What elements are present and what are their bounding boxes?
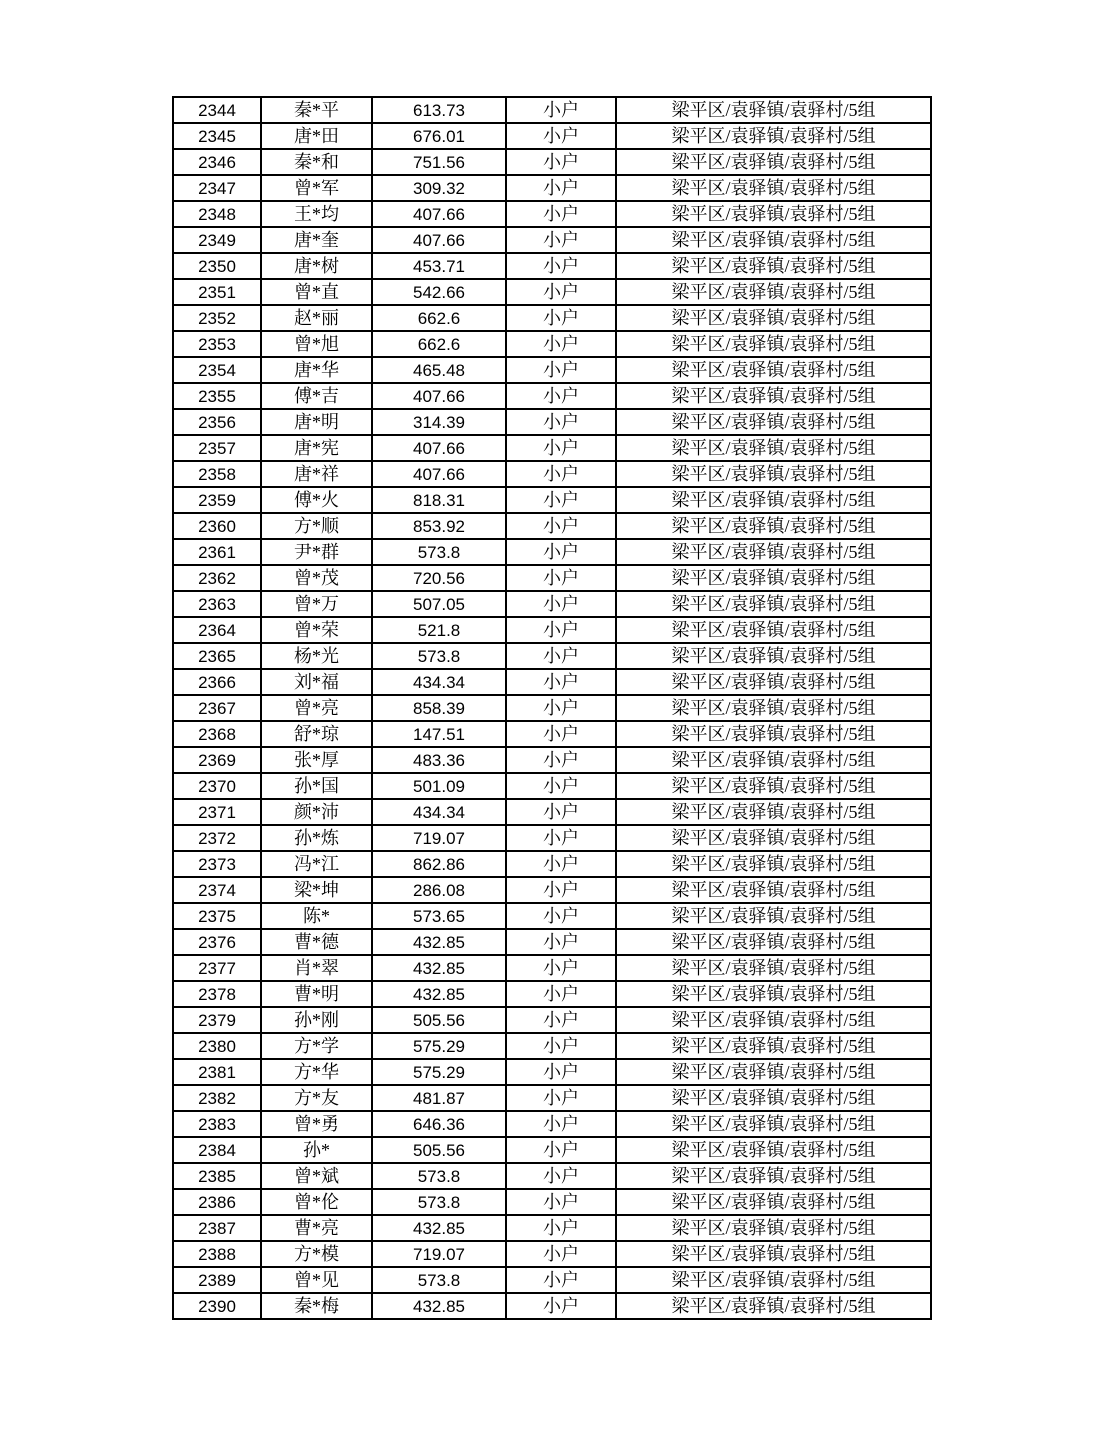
cell-serial-number: 2380: [173, 1033, 261, 1059]
cell-amount: 719.07: [372, 1241, 506, 1267]
cell-serial-number: 2375: [173, 903, 261, 929]
table-row: [173, 201, 931, 227]
table-row: [173, 1267, 931, 1293]
cell-masked-name: 傅*火: [261, 487, 372, 513]
cell-amount: 521.8: [372, 617, 506, 643]
cell-masked-name: 唐*明: [261, 409, 372, 435]
table-row: [173, 279, 931, 305]
cell-household-type: 小户: [506, 409, 616, 435]
cell-amount: 853.92: [372, 513, 506, 539]
cell-household-type: 小户: [506, 565, 616, 591]
cell-masked-name: 曾*亮: [261, 695, 372, 721]
table-row: [173, 799, 931, 825]
cell-address: 梁平区/袁驿镇/袁驿村/5组: [616, 383, 931, 409]
cell-serial-number: 2344: [173, 97, 261, 123]
cell-amount: 407.66: [372, 201, 506, 227]
cell-serial-number: 2362: [173, 565, 261, 591]
cell-amount: 407.66: [372, 383, 506, 409]
cell-serial-number: 2376: [173, 929, 261, 955]
cell-masked-name: 唐*奎: [261, 227, 372, 253]
table-row: [173, 591, 931, 617]
cell-amount: 453.71: [372, 253, 506, 279]
cell-serial-number: 2374: [173, 877, 261, 903]
cell-masked-name: 尹*群: [261, 539, 372, 565]
cell-household-type: 小户: [506, 825, 616, 851]
cell-address: 梁平区/袁驿镇/袁驿村/5组: [616, 305, 931, 331]
cell-masked-name: 唐*华: [261, 357, 372, 383]
cell-household-type: 小户: [506, 981, 616, 1007]
cell-address: 梁平区/袁驿镇/袁驿村/5组: [616, 253, 931, 279]
cell-household-type: 小户: [506, 799, 616, 825]
cell-household-type: 小户: [506, 513, 616, 539]
table-row: [173, 643, 931, 669]
cell-amount: 573.8: [372, 1189, 506, 1215]
cell-masked-name: 曾*伦: [261, 1189, 372, 1215]
cell-amount: 573.8: [372, 539, 506, 565]
cell-household-type: 小户: [506, 1267, 616, 1293]
cell-serial-number: 2352: [173, 305, 261, 331]
cell-address: 梁平区/袁驿镇/袁驿村/5组: [616, 513, 931, 539]
cell-address: 梁平区/袁驿镇/袁驿村/5组: [616, 435, 931, 461]
table-row: [173, 1293, 931, 1319]
cell-masked-name: 舒*琼: [261, 721, 372, 747]
table-row: [173, 1241, 931, 1267]
table-row: [173, 539, 931, 565]
cell-address: 梁平区/袁驿镇/袁驿村/5组: [616, 409, 931, 435]
table-row: [173, 617, 931, 643]
table-row: [173, 513, 931, 539]
cell-address: 梁平区/袁驿镇/袁驿村/5组: [616, 1007, 931, 1033]
cell-serial-number: 2361: [173, 539, 261, 565]
cell-masked-name: 孙*刚: [261, 1007, 372, 1033]
cell-amount: 818.31: [372, 487, 506, 513]
cell-household-type: 小户: [506, 1085, 616, 1111]
cell-masked-name: 唐*宪: [261, 435, 372, 461]
cell-serial-number: 2347: [173, 175, 261, 201]
table-row: [173, 1059, 931, 1085]
table-row: [173, 981, 931, 1007]
cell-serial-number: 2364: [173, 617, 261, 643]
cell-serial-number: 2346: [173, 149, 261, 175]
cell-address: 梁平区/袁驿镇/袁驿村/5组: [616, 149, 931, 175]
cell-address: 梁平区/袁驿镇/袁驿村/5组: [616, 643, 931, 669]
table-row: [173, 227, 931, 253]
cell-masked-name: 王*均: [261, 201, 372, 227]
cell-household-type: 小户: [506, 955, 616, 981]
cell-household-type: 小户: [506, 123, 616, 149]
cell-household-type: 小户: [506, 149, 616, 175]
cell-household-type: 小户: [506, 1111, 616, 1137]
cell-amount: 434.34: [372, 799, 506, 825]
cell-masked-name: 曾*勇: [261, 1111, 372, 1137]
cell-amount: 309.32: [372, 175, 506, 201]
cell-amount: 434.34: [372, 669, 506, 695]
cell-serial-number: 2388: [173, 1241, 261, 1267]
cell-amount: 676.01: [372, 123, 506, 149]
cell-household-type: 小户: [506, 435, 616, 461]
cell-serial-number: 2384: [173, 1137, 261, 1163]
cell-serial-number: 2354: [173, 357, 261, 383]
cell-masked-name: 刘*福: [261, 669, 372, 695]
cell-household-type: 小户: [506, 1059, 616, 1085]
cell-amount: 407.66: [372, 461, 506, 487]
cell-amount: 432.85: [372, 1215, 506, 1241]
cell-address: 梁平区/袁驿镇/袁驿村/5组: [616, 357, 931, 383]
cell-household-type: 小户: [506, 877, 616, 903]
cell-amount: 862.86: [372, 851, 506, 877]
cell-household-type: 小户: [506, 1189, 616, 1215]
cell-masked-name: 孙*国: [261, 773, 372, 799]
cell-masked-name: 孙*: [261, 1137, 372, 1163]
cell-serial-number: 2371: [173, 799, 261, 825]
cell-address: 梁平区/袁驿镇/袁驿村/5组: [616, 877, 931, 903]
cell-amount: 573.65: [372, 903, 506, 929]
cell-amount: 432.85: [372, 929, 506, 955]
cell-amount: 483.36: [372, 747, 506, 773]
cell-serial-number: 2379: [173, 1007, 261, 1033]
cell-serial-number: 2365: [173, 643, 261, 669]
table-row: [173, 305, 931, 331]
cell-address: 梁平区/袁驿镇/袁驿村/5组: [616, 929, 931, 955]
cell-masked-name: 曹*明: [261, 981, 372, 1007]
table-row: [173, 773, 931, 799]
cell-address: 梁平区/袁驿镇/袁驿村/5组: [616, 227, 931, 253]
cell-masked-name: 肖*翠: [261, 955, 372, 981]
cell-address: 梁平区/袁驿镇/袁驿村/5组: [616, 539, 931, 565]
cell-masked-name: 曾*茂: [261, 565, 372, 591]
table-row: [173, 721, 931, 747]
cell-masked-name: 唐*田: [261, 123, 372, 149]
table-row: [173, 669, 931, 695]
cell-masked-name: 方*学: [261, 1033, 372, 1059]
cell-address: 梁平区/袁驿镇/袁驿村/5组: [616, 123, 931, 149]
table-row: [173, 877, 931, 903]
cell-serial-number: 2386: [173, 1189, 261, 1215]
cell-serial-number: 2349: [173, 227, 261, 253]
table-row: [173, 175, 931, 201]
cell-serial-number: 2355: [173, 383, 261, 409]
cell-household-type: 小户: [506, 539, 616, 565]
cell-serial-number: 2353: [173, 331, 261, 357]
table-row: [173, 851, 931, 877]
cell-masked-name: 秦*梅: [261, 1293, 372, 1319]
cell-amount: 751.56: [372, 149, 506, 175]
cell-address: 梁平区/袁驿镇/袁驿村/5组: [616, 97, 931, 123]
cell-masked-name: 冯*江: [261, 851, 372, 877]
cell-household-type: 小户: [506, 1033, 616, 1059]
table-row: [173, 331, 931, 357]
cell-amount: 314.39: [372, 409, 506, 435]
cell-address: 梁平区/袁驿镇/袁驿村/5组: [616, 825, 931, 851]
cell-household-type: 小户: [506, 1163, 616, 1189]
cell-address: 梁平区/袁驿镇/袁驿村/5组: [616, 1163, 931, 1189]
cell-serial-number: 2383: [173, 1111, 261, 1137]
cell-serial-number: 2363: [173, 591, 261, 617]
cell-household-type: 小户: [506, 97, 616, 123]
table-row: [173, 1137, 931, 1163]
table-row: [173, 929, 931, 955]
cell-address: 梁平区/袁驿镇/袁驿村/5组: [616, 851, 931, 877]
cell-masked-name: 曾*斌: [261, 1163, 372, 1189]
cell-household-type: 小户: [506, 357, 616, 383]
cell-serial-number: 2387: [173, 1215, 261, 1241]
cell-serial-number: 2356: [173, 409, 261, 435]
cell-address: 梁平区/袁驿镇/袁驿村/5组: [616, 695, 931, 721]
cell-address: 梁平区/袁驿镇/袁驿村/5组: [616, 1111, 931, 1137]
cell-amount: 662.6: [372, 331, 506, 357]
table-row: [173, 409, 931, 435]
cell-serial-number: 2368: [173, 721, 261, 747]
cell-serial-number: 2385: [173, 1163, 261, 1189]
table-row: [173, 253, 931, 279]
cell-serial-number: 2378: [173, 981, 261, 1007]
cell-household-type: 小户: [506, 227, 616, 253]
cell-household-type: 小户: [506, 1241, 616, 1267]
cell-serial-number: 2369: [173, 747, 261, 773]
cell-masked-name: 曹*德: [261, 929, 372, 955]
table-row: [173, 955, 931, 981]
cell-household-type: 小户: [506, 383, 616, 409]
table-row: [173, 1189, 931, 1215]
cell-household-type: 小户: [506, 1215, 616, 1241]
cell-masked-name: 曾*万: [261, 591, 372, 617]
cell-household-type: 小户: [506, 643, 616, 669]
cell-address: 梁平区/袁驿镇/袁驿村/5组: [616, 279, 931, 305]
table-row: [173, 461, 931, 487]
table-row: [173, 1033, 931, 1059]
cell-serial-number: 2358: [173, 461, 261, 487]
cell-masked-name: 方*华: [261, 1059, 372, 1085]
cell-serial-number: 2372: [173, 825, 261, 851]
cell-masked-name: 秦*平: [261, 97, 372, 123]
table-row: [173, 1111, 931, 1137]
cell-masked-name: 曾*旭: [261, 331, 372, 357]
cell-address: 梁平区/袁驿镇/袁驿村/5组: [616, 487, 931, 513]
cell-serial-number: 2348: [173, 201, 261, 227]
cell-serial-number: 2359: [173, 487, 261, 513]
cell-address: 梁平区/袁驿镇/袁驿村/5组: [616, 773, 931, 799]
cell-serial-number: 2390: [173, 1293, 261, 1319]
cell-masked-name: 方*友: [261, 1085, 372, 1111]
cell-address: 梁平区/袁驿镇/袁驿村/5组: [616, 747, 931, 773]
cell-amount: 432.85: [372, 955, 506, 981]
cell-serial-number: 2345: [173, 123, 261, 149]
cell-masked-name: 梁*坤: [261, 877, 372, 903]
cell-serial-number: 2382: [173, 1085, 261, 1111]
cell-amount: 575.29: [372, 1033, 506, 1059]
cell-address: 梁平区/袁驿镇/袁驿村/5组: [616, 1033, 931, 1059]
cell-amount: 573.8: [372, 1163, 506, 1189]
cell-household-type: 小户: [506, 331, 616, 357]
cell-amount: 720.56: [372, 565, 506, 591]
cell-household-type: 小户: [506, 591, 616, 617]
cell-amount: 465.48: [372, 357, 506, 383]
table-row: [173, 123, 931, 149]
table-row: [173, 435, 931, 461]
cell-household-type: 小户: [506, 279, 616, 305]
cell-masked-name: 傅*吉: [261, 383, 372, 409]
cell-serial-number: 2367: [173, 695, 261, 721]
table-row: [173, 357, 931, 383]
cell-household-type: 小户: [506, 721, 616, 747]
cell-serial-number: 2360: [173, 513, 261, 539]
cell-address: 梁平区/袁驿镇/袁驿村/5组: [616, 1137, 931, 1163]
table-row: [173, 487, 931, 513]
table-row: [173, 1007, 931, 1033]
cell-household-type: 小户: [506, 1137, 616, 1163]
cell-amount: 432.85: [372, 981, 506, 1007]
cell-masked-name: 孙*炼: [261, 825, 372, 851]
table-row: [173, 1163, 931, 1189]
cell-serial-number: 2351: [173, 279, 261, 305]
cell-masked-name: 方*模: [261, 1241, 372, 1267]
cell-amount: 286.08: [372, 877, 506, 903]
cell-masked-name: 曾*军: [261, 175, 372, 201]
cell-masked-name: 唐*祥: [261, 461, 372, 487]
cell-masked-name: 曾*见: [261, 1267, 372, 1293]
cell-household-type: 小户: [506, 1293, 616, 1319]
table-row: [173, 1085, 931, 1111]
cell-masked-name: 张*厚: [261, 747, 372, 773]
cell-household-type: 小户: [506, 253, 616, 279]
cell-amount: 505.56: [372, 1137, 506, 1163]
cell-amount: 573.8: [372, 1267, 506, 1293]
cell-address: 梁平区/袁驿镇/袁驿村/5组: [616, 1085, 931, 1111]
cell-masked-name: 秦*和: [261, 149, 372, 175]
cell-address: 梁平区/袁驿镇/袁驿村/5组: [616, 1293, 931, 1319]
cell-household-type: 小户: [506, 617, 616, 643]
cell-household-type: 小户: [506, 747, 616, 773]
cell-amount: 662.6: [372, 305, 506, 331]
cell-amount: 432.85: [372, 1293, 506, 1319]
cell-amount: 407.66: [372, 435, 506, 461]
cell-amount: 505.56: [372, 1007, 506, 1033]
cell-household-type: 小户: [506, 201, 616, 227]
cell-household-type: 小户: [506, 773, 616, 799]
cell-amount: 575.29: [372, 1059, 506, 1085]
cell-address: 梁平区/袁驿镇/袁驿村/5组: [616, 981, 931, 1007]
cell-address: 梁平区/袁驿镇/袁驿村/5组: [616, 955, 931, 981]
cell-amount: 573.8: [372, 643, 506, 669]
table-row: [173, 149, 931, 175]
cell-amount: 147.51: [372, 721, 506, 747]
cell-household-type: 小户: [506, 669, 616, 695]
cell-address: 梁平区/袁驿镇/袁驿村/5组: [616, 201, 931, 227]
cell-address: 梁平区/袁驿镇/袁驿村/5组: [616, 1059, 931, 1085]
table-row: [173, 565, 931, 591]
cell-household-type: 小户: [506, 487, 616, 513]
cell-household-type: 小户: [506, 903, 616, 929]
cell-address: 梁平区/袁驿镇/袁驿村/5组: [616, 1241, 931, 1267]
cell-address: 梁平区/袁驿镇/袁驿村/5组: [616, 331, 931, 357]
cell-address: 梁平区/袁驿镇/袁驿村/5组: [616, 1267, 931, 1293]
table-row: [173, 747, 931, 773]
beneficiary-table: [172, 96, 932, 1320]
cell-address: 梁平区/袁驿镇/袁驿村/5组: [616, 617, 931, 643]
cell-amount: 481.87: [372, 1085, 506, 1111]
cell-amount: 501.09: [372, 773, 506, 799]
cell-household-type: 小户: [506, 695, 616, 721]
cell-household-type: 小户: [506, 461, 616, 487]
cell-masked-name: 陈*: [261, 903, 372, 929]
cell-masked-name: 杨*光: [261, 643, 372, 669]
cell-masked-name: 曾*荣: [261, 617, 372, 643]
cell-serial-number: 2389: [173, 1267, 261, 1293]
cell-serial-number: 2373: [173, 851, 261, 877]
table-row: [173, 903, 931, 929]
cell-masked-name: 唐*树: [261, 253, 372, 279]
cell-amount: 407.66: [372, 227, 506, 253]
cell-address: 梁平区/袁驿镇/袁驿村/5组: [616, 565, 931, 591]
cell-serial-number: 2377: [173, 955, 261, 981]
table-row: [173, 1215, 931, 1241]
cell-masked-name: 曾*直: [261, 279, 372, 305]
cell-amount: 719.07: [372, 825, 506, 851]
cell-address: 梁平区/袁驿镇/袁驿村/5组: [616, 461, 931, 487]
cell-serial-number: 2357: [173, 435, 261, 461]
cell-serial-number: 2370: [173, 773, 261, 799]
cell-address: 梁平区/袁驿镇/袁驿村/5组: [616, 903, 931, 929]
table-row: [173, 383, 931, 409]
cell-serial-number: 2350: [173, 253, 261, 279]
cell-amount: 542.66: [372, 279, 506, 305]
cell-address: 梁平区/袁驿镇/袁驿村/5组: [616, 799, 931, 825]
cell-household-type: 小户: [506, 1007, 616, 1033]
table-row: [173, 695, 931, 721]
cell-masked-name: 颜*沛: [261, 799, 372, 825]
cell-household-type: 小户: [506, 305, 616, 331]
cell-address: 梁平区/袁驿镇/袁驿村/5组: [616, 1215, 931, 1241]
cell-address: 梁平区/袁驿镇/袁驿村/5组: [616, 591, 931, 617]
cell-address: 梁平区/袁驿镇/袁驿村/5组: [616, 1189, 931, 1215]
cell-address: 梁平区/袁驿镇/袁驿村/5组: [616, 721, 931, 747]
table-body: [173, 97, 931, 1319]
table-row: [173, 97, 931, 123]
cell-masked-name: 曹*亮: [261, 1215, 372, 1241]
cell-serial-number: 2381: [173, 1059, 261, 1085]
cell-address: 梁平区/袁驿镇/袁驿村/5组: [616, 175, 931, 201]
cell-amount: 858.39: [372, 695, 506, 721]
cell-household-type: 小户: [506, 851, 616, 877]
cell-household-type: 小户: [506, 929, 616, 955]
table-row: [173, 825, 931, 851]
cell-masked-name: 方*顺: [261, 513, 372, 539]
cell-household-type: 小户: [506, 175, 616, 201]
cell-amount: 613.73: [372, 97, 506, 123]
cell-serial-number: 2366: [173, 669, 261, 695]
cell-amount: 646.36: [372, 1111, 506, 1137]
cell-masked-name: 赵*丽: [261, 305, 372, 331]
cell-address: 梁平区/袁驿镇/袁驿村/5组: [616, 669, 931, 695]
cell-amount: 507.05: [372, 591, 506, 617]
